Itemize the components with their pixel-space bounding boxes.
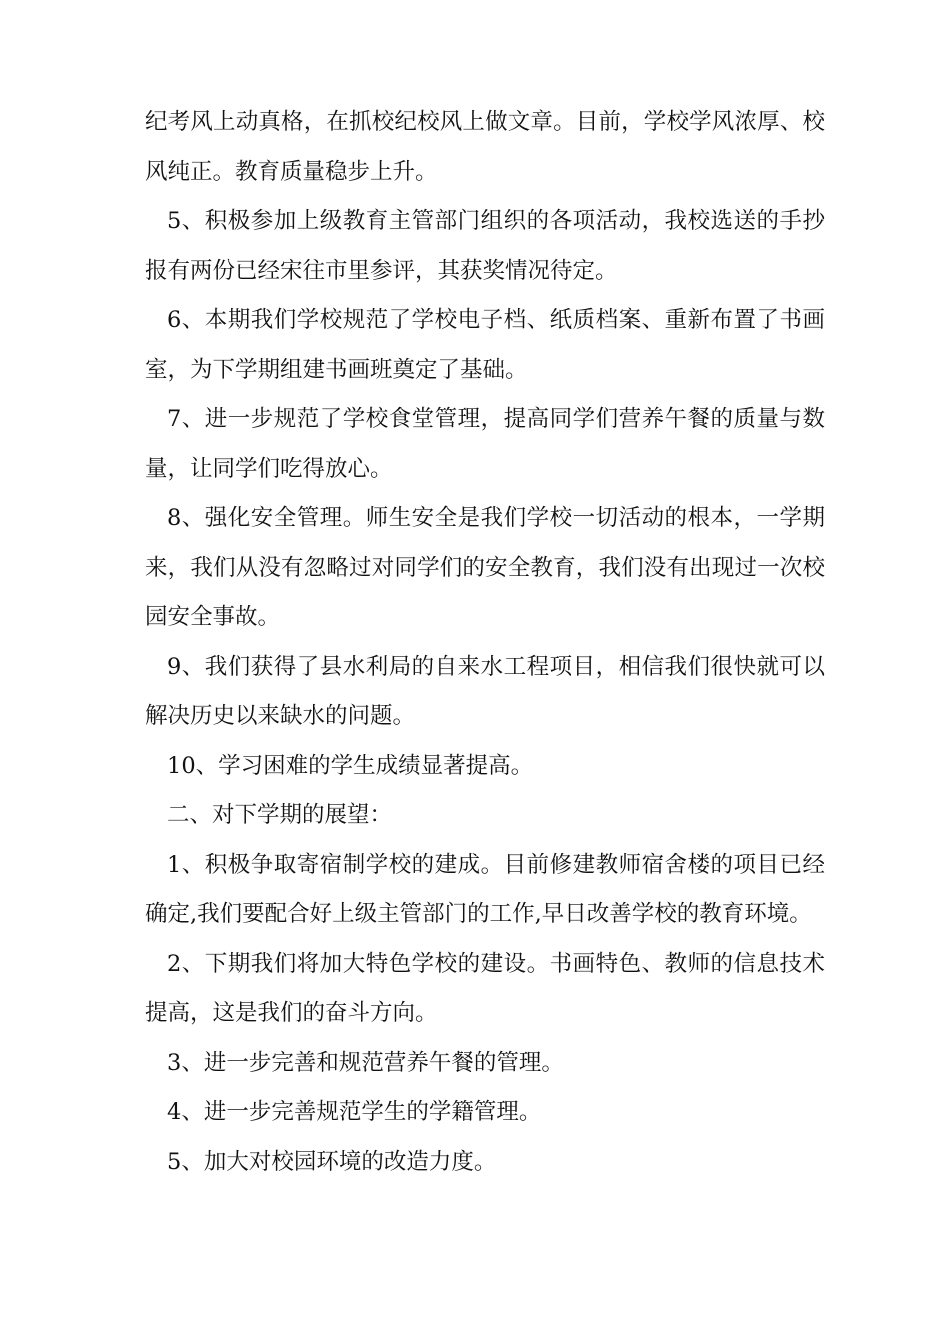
paragraph-item-7: 7、进一步规范了学校食堂管理，提高同学们营养午餐的质量与数量，让同学们吃得放心。 xyxy=(145,406,825,482)
paragraph-item-6: 6、本期我们学校规范了学校电子档、纸质档案、重新布置了书画室，为下学期组建书画班奠定了基础。 xyxy=(145,307,825,383)
outlook-item-5: 5、加大对校园环境的改造力度。 xyxy=(167,1148,497,1175)
outlook-item-3: 3、进一步完善和规范营养午餐的管理。 xyxy=(167,1049,564,1076)
section-heading-outlook: 二、对下学期的展望： xyxy=(167,802,393,828)
paragraph-item-10: 10、学习困难的学生成绩显著提高。 xyxy=(167,752,534,779)
paragraph-continuation: 纪考风上动真格，在抓校纪校风上做文章。目前，学校学风浓厚、校风纯正。教育质量稳步上升。 xyxy=(145,109,825,185)
paragraph-item-8: 8、强化安全管理。师生安全是我们学校一切活动的根本，一学期来，我们从没有忽略过对同学们的安全教育，我们没有出现过一次校园安全事故。 xyxy=(145,505,825,630)
paragraph-item-5: 5、积极参加上级教育主管部门组织的各项活动，我校选送的手抄报有两份已经宋往市里参评，其获奖情况待定。 xyxy=(145,208,825,284)
outlook-item-1: 1、积极争取寄宿制学校的建成。目前修建教师宿舍楼的项目已经确定,我们要配合好上级主管部门的工作,早日改善学校的教育环境。 xyxy=(145,851,825,927)
paragraph-item-9: 9、我们获得了县水利局的自来水工程项目，相信我们很快就可以解决历史以来缺水的问题。 xyxy=(145,653,825,729)
outlook-item-4: 4、进一步完善规范学生的学籍管理。 xyxy=(167,1099,542,1125)
outlook-item-2: 2、下期我们将加大特色学校的建设。书画特色、教师的信息技术提高，这是我们的奋斗方向。 xyxy=(145,950,825,1026)
document-body xyxy=(145,98,825,1187)
